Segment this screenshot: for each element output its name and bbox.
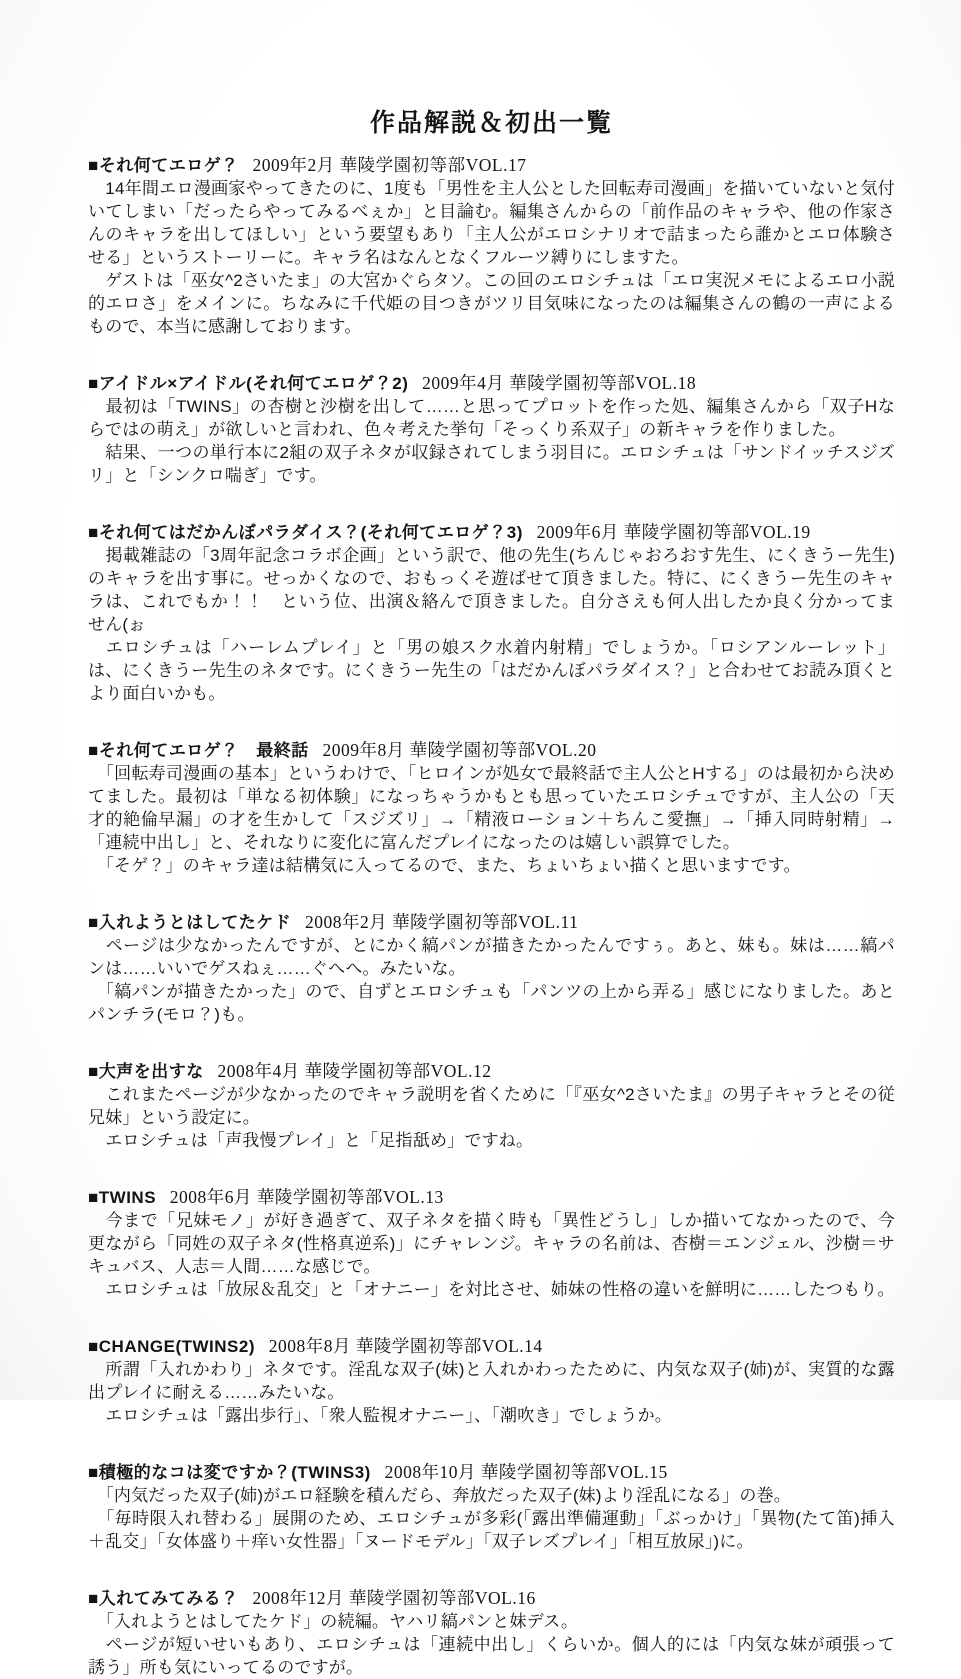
section-work-10 xyxy=(88,1587,895,1679)
paragraph: エロシチュは「露出歩行」、「衆人監視オナニー」、「潮吹き」でしょうか。 xyxy=(88,1406,673,1425)
section-title: ■TWINS xyxy=(88,1188,157,1207)
section-work-3 xyxy=(88,521,895,705)
section-info: 2008年12月 華陵学園初等部VOL.16 xyxy=(252,1588,536,1608)
section-title: ■それ何てはだかんぼパラダイス？(それ何てエロゲ？3) xyxy=(88,523,523,542)
section-title: ■それ何てエロゲ？ xyxy=(88,156,239,175)
paragraph: これまたページが少なかったのでキャラ説明を省くために「『巫女^2さいたま』の男子キャラとその従兄妹」という設定に。 xyxy=(88,1085,895,1127)
section-heading xyxy=(88,1335,895,1358)
paragraph: 「毎時限入れ替わる」展開のため、エロシチュが多彩(「露出準備運動」「ぶっかけ」「異物(たて笛)挿入＋乱交」「女体盛り＋痒い女性器」「ヌードモデル」「双子レズプレイ」「相互放尿」)に。 xyxy=(88,1509,895,1551)
section-work-7 xyxy=(88,1186,895,1301)
paragraph: 所謂「入れかわり」ネタです。淫乱な双子(妹)と入れかわったために、内気な双子(姉)が、実質的な露出プレイに耐える……みたいな。 xyxy=(88,1360,895,1402)
section-info: 2008年8月 華陵学園初等部VOL.14 xyxy=(268,1336,543,1356)
section-title: ■アイドル×アイドル(それ何てエロゲ？2) xyxy=(88,374,409,393)
section-heading xyxy=(88,521,895,544)
paragraph: 今まで「兄妹モノ」が好き過ぎて、双子ネタを描く時も「異性どうし」しか描いてなかったので、今更ながら「同姓の双子ネタ(性格真逆系)」にチャレンジ。キャラの名前は、杏樹＝エンジェル、沙樹＝サキュバス、人志＝人間……な感じで。 xyxy=(88,1211,895,1276)
paragraph: 「縞パンが描きたかった」ので、自ずとエロシチュも「パンツの上から弄る」感じになりました。あとパンチラ(モロ？)も。 xyxy=(88,982,895,1024)
section-title: ■入れようとはしてたケド xyxy=(88,913,292,932)
paragraph: エロシチュは「ハーレムプレイ」と「男の娘スク水着内射精」でしょうか。「ロシアンルーレット」は、にくきうー先生のネタです。にくきうー先生の「はだかんぼパラダイス？」と合わせてお読み頂くとより面白いかも。 xyxy=(88,638,895,703)
section-info: 2008年6月 華陵学園初等部VOL.13 xyxy=(169,1187,444,1207)
paragraph: 結果、一つの単行本に2組の双子ネタが収録されてしまう羽目に。エロシチュは「サンドイッチスジズリ」と「シンクロ喘ぎ」です。 xyxy=(88,443,895,485)
section-info: 2008年4月 華陵学園初等部VOL.12 xyxy=(217,1061,492,1081)
section-work-5 xyxy=(88,911,895,1026)
section-info: 2009年2月 華陵学園初等部VOL.17 xyxy=(252,155,527,175)
section-heading xyxy=(88,739,895,762)
page-title: 作品解説＆初出一覧 xyxy=(369,109,613,137)
paragraph: ゲストは「巫女^2さいたま」の大宮かぐらタソ。この回のエロシチュは「エロ実況メモによるエロ小説的エロさ」をメインに。ちなみに千代姫の目つきがツリ目気味になったのは編集さんの鶴の一声によるもので、本当に感謝しております。 xyxy=(88,271,895,336)
section-title: ■それ何てエロゲ？ 最終話 xyxy=(88,741,309,760)
section-work-4 xyxy=(88,739,895,877)
paragraph: 「そゲ？」のキャラ達は結構気に入ってるので、また、ちょいちょい描くと思いますです。 xyxy=(88,856,801,875)
paragraph: 最初は「TWINS」の杏樹と沙樹を出して……と思ってプロットを作った処、編集さんから「双子Hならではの萌え」が欲しいと言われ、色々考えた挙句「そっくり系双子」の新キャラを作りました。 xyxy=(88,397,895,439)
section-info: 2009年4月 華陵学園初等部VOL.18 xyxy=(422,373,697,393)
section-heading xyxy=(88,1461,895,1484)
paragraph: 「入れようとはしてたケド」の続編。ヤハリ縞パンと妹デス。 xyxy=(88,1612,579,1631)
section-heading xyxy=(88,1060,895,1083)
paragraph: エロシチュは「声我慢プレイ」と「足指舐め」ですね。 xyxy=(88,1131,534,1150)
section-title: ■積極的なコは変ですか？(TWINS3) xyxy=(88,1463,371,1482)
paragraph: 掲載雑誌の「3周年記念コラボ企画」という訳で、他の先生(ちんじゃおろおす先生、にくきうー先生)のキャラを出す事に。せっかくなので、おもっくそ遊ばせて頂きました。特に、にくきうー先生のキャラは、これでもか！！ という位、出演＆絡んで頂きました。自分さえも何人出したか良く分かってません(ぉ xyxy=(88,546,895,634)
section-heading xyxy=(88,372,895,395)
section-heading xyxy=(88,1587,895,1610)
paragraph: 14年間エロ漫画家やってきたのに、1度も「男性を主人公とした回転寿司漫画」を描いていないと気付いてしまい「だったらやってみるべぇか」と目論む。編集さんからの「前作品のキャラや、他の作家さんのキャラを出してほしい」という要望もあり「主人公がエロシナリオで詰まったら誰かとエロ体験させる」というストーリーに。キャラ名はなんとなくフルーツ縛りにしますた。 xyxy=(88,179,895,267)
section-work-1 xyxy=(88,154,895,338)
section-work-2 xyxy=(88,372,895,487)
section-heading xyxy=(88,911,895,934)
section-info: 2009年8月 華陵学園初等部VOL.20 xyxy=(322,740,597,760)
paragraph: 「回転寿司漫画の基本」というわけで、「ヒロインが処女で最終話で主人公とHする」のは最初から決めてました。最初は「単なる初体験」になっちゃうかもとも思っていたエロシチュですが、主人公の「天才的絶倫早漏」の才を生かして「スジズリ」→「精液ローション＋ちんこ愛撫」→「挿入同時射精」→「連続中出し」と、それなりに変化に富んだプレイになったのは嬉しい誤算でした。 xyxy=(88,764,895,852)
section-title: ■大声を出すな xyxy=(88,1062,204,1081)
section-info: 2009年6月 華陵学園初等部VOL.19 xyxy=(536,522,811,542)
section-info: 2008年10月 華陵学園初等部VOL.15 xyxy=(384,1462,668,1482)
paragraph: エロシチュは「放尿＆乱交」と「オナニー」を対比させ、姉妹の性格の違いを鮮明に……したつもり。 xyxy=(88,1280,895,1299)
paragraph: ページが短いせいもあり、エロシチュは「連続中出し」くらいか。個人的には「内気な妹が頑張って誘う」所も気にいってるのですが。 xyxy=(88,1635,895,1677)
section-heading xyxy=(88,1186,895,1209)
section-info: 2008年2月 華陵学園初等部VOL.11 xyxy=(305,912,579,932)
paragraph: ページは少なかったんですが、とにかく縞パンが描きたかったんですぅ。あと、妹も。妹は……縞パンは……いいでゲスねぇ……ぐへへ。みたいな。 xyxy=(88,936,895,978)
section-work-6 xyxy=(88,1060,895,1152)
paragraph: 「内気だった双子(姉)がエロ経験を積んだら、奔放だった双子(妹)より淫乱になる」の巻。 xyxy=(88,1486,791,1505)
section-work-8 xyxy=(88,1335,895,1427)
section-heading xyxy=(88,154,895,177)
section-title: ■入れてみてみる？ xyxy=(88,1589,239,1608)
section-title: ■CHANGE(TWINS2) xyxy=(88,1337,255,1356)
section-work-9 xyxy=(88,1461,895,1553)
